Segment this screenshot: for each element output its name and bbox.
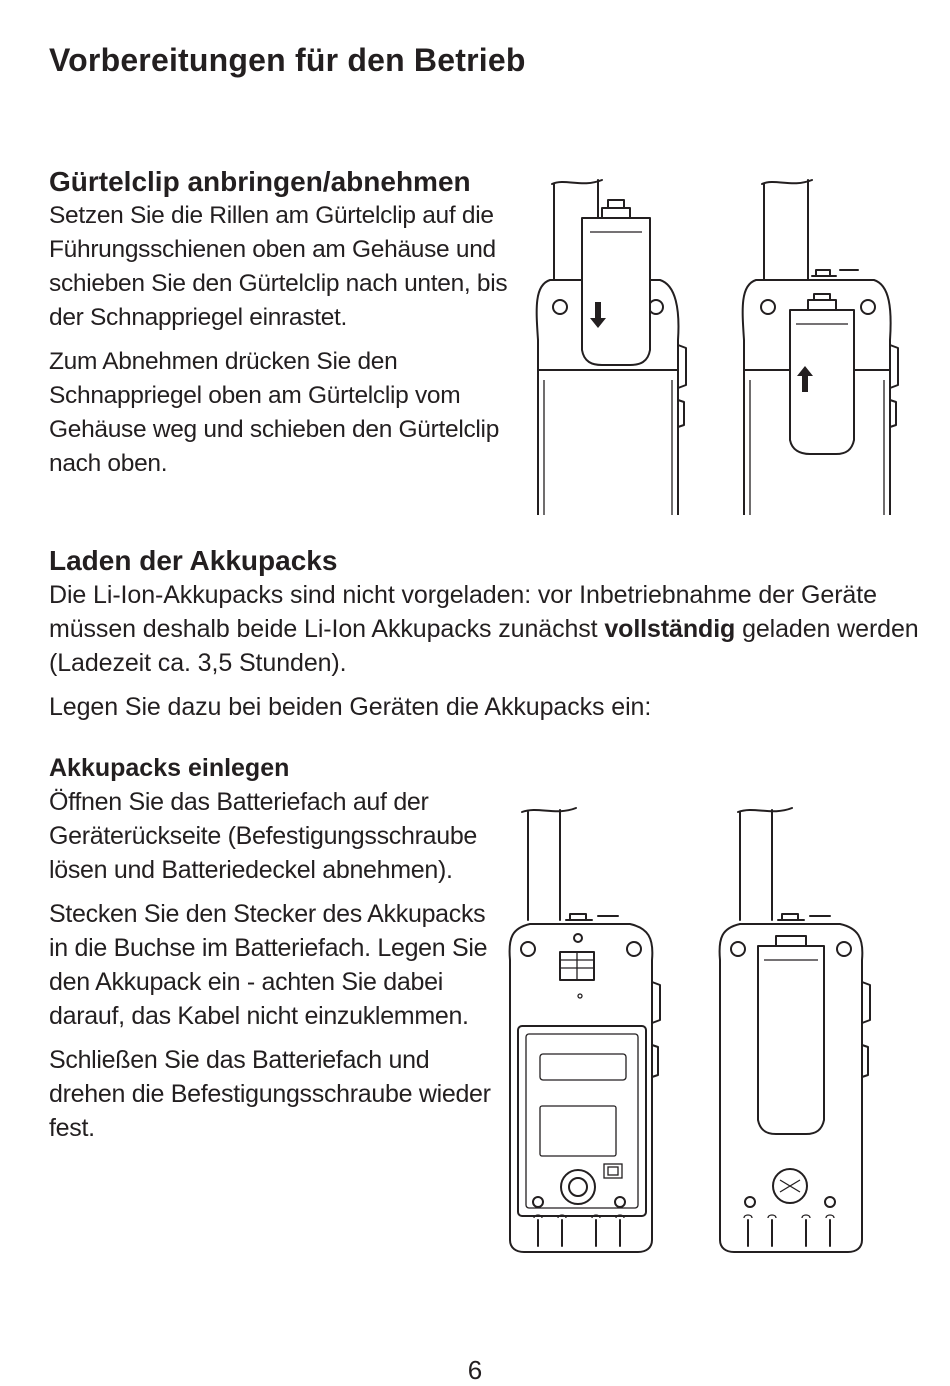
insert-battery-step2: Stecken Sie den Stecker des Akkupacks in die Buchse im Batteriefach. Legen Sie den Akkupack ein - achten Sie dabei darauf, das Kabel nicht einzuklemmen. xyxy=(49,900,488,1030)
radio-closed-compartment-figure xyxy=(720,808,870,1252)
charging-heading: Laden der Akkupacks xyxy=(49,545,338,576)
insert-battery-step1: Öffnen Sie das Batteriefach auf der Geräterückseite (Befestigungsschraube lösen und Batteriedeckel abnehmen). xyxy=(49,788,478,884)
belt-clip-remove-text: Zum Abnehmen drücken Sie den Schnappriegel oben am Gürtelclip vom Gehäuse weg und schieben den Gürtelclip nach oben. xyxy=(49,348,500,477)
charging-text-part1: Die Li-Ion-Akkupacks sind nicht vorgeladen: vor Inbetriebnahme der Geräte müssen deshalb beide Li-Ion Akkupacks zunächst xyxy=(49,581,877,643)
charging-text xyxy=(49,578,919,680)
page-title: Vorbereitungen für den Betrieb xyxy=(49,42,526,78)
belt-clip-attach-text: Setzen Sie die Rillen am Gürtelclip auf die Führungsschienen oben am Gehäuse und schieben Sie den Gürtelclip nach unten, bis der Schnappriegel einrastet. xyxy=(49,202,508,331)
radio-clip-attach-figure xyxy=(537,180,686,515)
radio-open-compartment-figure xyxy=(510,808,660,1252)
insert-battery-heading: Akkupacks einlegen xyxy=(49,754,290,782)
battery-compartment-illustration xyxy=(500,800,880,1260)
belt-clip-illustration xyxy=(530,170,900,520)
belt-clip-section xyxy=(49,165,519,481)
page-number: 6 xyxy=(467,1355,483,1385)
insert-battery-section xyxy=(49,751,509,1145)
belt-clip-heading: Gürtelclip anbringen/abnehmen xyxy=(49,166,471,197)
insert-battery-step3: Schließen Sie das Batteriefach und drehen die Befestigungsschraube wieder fest. xyxy=(49,1046,491,1142)
radio-clip-remove-figure xyxy=(743,180,898,515)
charging-text-emphasis: vollständig xyxy=(604,615,736,643)
charging-text-part2: geladen werden (Ladezeit ca. 3,5 Stunden). xyxy=(49,615,919,677)
charging-section xyxy=(49,544,919,724)
charging-instruction: Legen Sie dazu bei beiden Geräten die Akkupacks ein: xyxy=(49,693,652,721)
